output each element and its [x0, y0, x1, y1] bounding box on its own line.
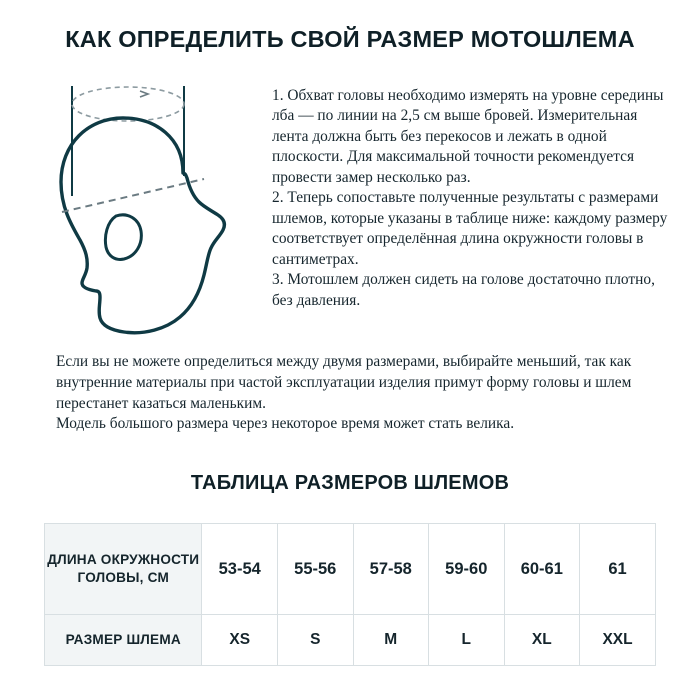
circumference-value-4: 59-60: [429, 524, 505, 615]
size-value-6: XXL: [580, 615, 656, 666]
step-3: 3. Мотошлем должен сидеть на голове достаточно плотно, без давления.: [272, 271, 655, 309]
size-value-1: XS: [202, 615, 278, 666]
step-2: 2. Теперь сопоставьте полученные результаты с размерами шлемов, которые указаны в таблице ниже: каждому размеру соответствует определённая длина окружности головы в сантиметрах.: [272, 189, 668, 268]
size-value-5: XL: [504, 615, 580, 666]
note-2: Модель большого размера через некоторое время может стать велика.: [56, 415, 515, 433]
circumference-value-6: 61: [580, 524, 656, 615]
circumference-value-1: 53-54: [202, 524, 278, 615]
table-row-size: [45, 615, 656, 666]
page-title: КАК ОПРЕДЕЛИТЬ СВОЙ РАЗМЕР МОТОШЛЕМА: [65, 26, 635, 52]
circumference-value-5: 60-61: [504, 524, 580, 615]
size-value-4: L: [429, 615, 505, 666]
circumference-value-2: 55-56: [277, 524, 353, 615]
instruction-steps: [272, 86, 672, 311]
row-label-size: РАЗМЕР ШЛЕМА: [45, 615, 202, 666]
tape-arrow: [140, 91, 148, 97]
step-1: 1. Обхват головы необходимо измерять на уровне середины лба — по линии на 2,5 см выше бровей. Измерительная лента должна быть без перекосов и лежать в одной плоскости. Для максимальной точности рекомендуется провести замер несколько раз.: [272, 87, 664, 186]
tape-loop: [72, 87, 184, 121]
row-label-circumference: ДЛИНА ОКРУЖНОСТИ ГОЛОВЫ, СМ: [45, 524, 202, 615]
circumference-value-3: 57-58: [353, 524, 429, 615]
table-row-circumference: [45, 524, 656, 615]
head-outline: [61, 118, 224, 333]
ear-outline: [105, 215, 141, 260]
size-value-3: M: [353, 615, 429, 666]
note-1: Если вы не можете определиться между двумя размерами, выбирайте меньший, так как внутренние материалы при частой эксплуатации изделия примут форму головы и шлем перестанет казаться маленьким.: [56, 353, 632, 412]
size-table: [44, 523, 656, 666]
additional-notes: [56, 352, 656, 435]
table-title: ТАБЛИЦА РАЗМЕРОВ ШЛЕМОВ: [190, 472, 510, 494]
size-value-2: S: [277, 615, 353, 666]
head-measurement-diagram: [44, 76, 264, 356]
measurement-line: [62, 179, 204, 212]
